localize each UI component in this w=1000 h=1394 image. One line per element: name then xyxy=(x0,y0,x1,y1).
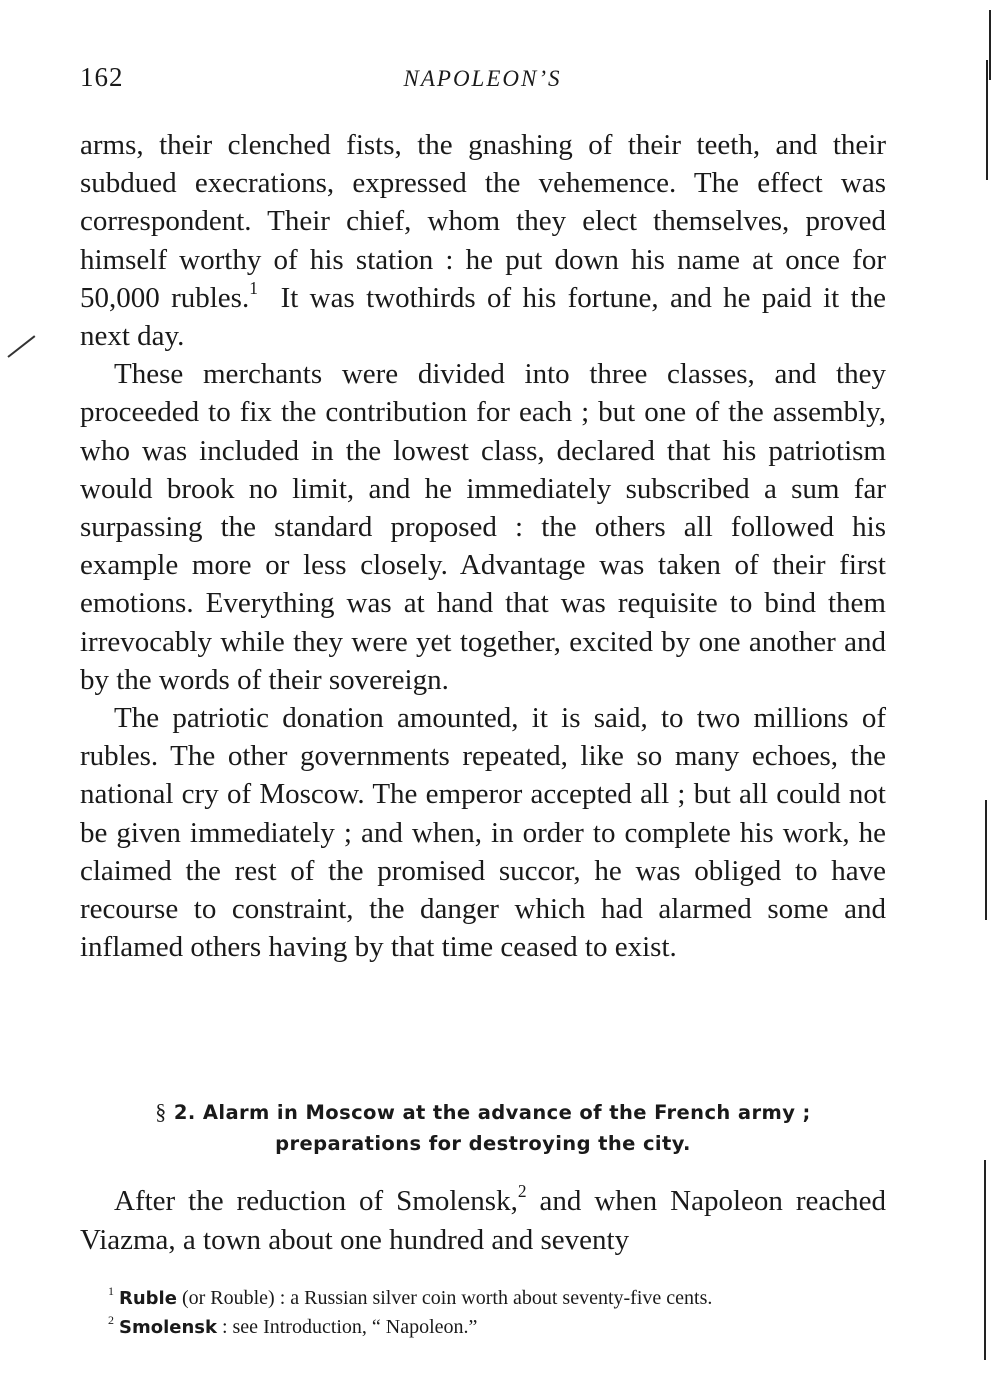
running-head xyxy=(80,62,885,98)
margin-scan-line xyxy=(986,60,988,180)
section-heading-line-2: preparations for destroying the city. xyxy=(275,1132,691,1155)
margin-scan-line xyxy=(984,1160,986,1360)
footnote-2-term: Smolensk xyxy=(119,1317,217,1338)
margin-scan-line xyxy=(989,10,991,80)
paragraph-1-continuation: It was twothirds of his fortune, and he paid it the next day. xyxy=(80,281,887,353)
section-paragraph xyxy=(80,1182,886,1259)
paragraph-1 xyxy=(80,126,886,355)
footnote-ref-ruble: 1 xyxy=(249,277,258,298)
section-paragraph-text-2: and when Napoleon reached Viazma, a town about one hundred and seventy xyxy=(80,1185,886,1256)
paragraph-2: These merchants were divided into three classes, and they proceeded to fix the contribution for each ; but one of the assembly, who was included in the lowest class, declared that his patriotism would brook no limit, and he immediately subscribed a sum far surpassing the standard proposed : the others all followed his example more or less closely. Advantage was taken of their first emotions. Everything was at hand that was requisite to bind them irrevocably while they were yet together, excited by one another and by the words of their sovereign. xyxy=(80,358,886,696)
section-heading xyxy=(80,1096,886,1159)
section-mark: § xyxy=(155,1099,167,1124)
footnote-1-term: Ruble xyxy=(119,1288,177,1309)
footnote-2-number: 2 xyxy=(108,1312,114,1327)
footnote-1-text: (or Rouble) : a Russian silver coin worth about seventy-five cents. xyxy=(176,1287,713,1309)
paragraph-1-text: arms, their clenched fists, the gnashing of their teeth, and their subdued execrations, expressed the vehemence. The effect was correspondent. Their chief, whom they elect themselves, proved himself worthy of his station : he put down his name at once for 50,000 rubles. xyxy=(80,129,886,314)
pencil-mark xyxy=(7,335,35,358)
section-paragraph-text-1: After the reduction of Smolensk, xyxy=(114,1185,518,1217)
footnote-2 xyxy=(80,1313,886,1342)
section-heading-line-1 xyxy=(80,1096,886,1128)
running-title: NAPOLEON’S xyxy=(403,66,562,91)
body-text xyxy=(80,126,886,966)
section-heading-line-1-text: 2. Alarm in Moscow at the advance of the French army ; xyxy=(173,1101,811,1124)
footnotes xyxy=(80,1284,886,1342)
footnote-2-text: : see Introduction, “ Napoleon.” xyxy=(216,1316,478,1338)
page-number: 162 xyxy=(80,62,124,92)
footnote-1 xyxy=(80,1284,886,1313)
paragraph-3: The patriotic donation amounted, it is said, to two millions of rubles. The other governments repeated, like so many echoes, the national cry of Moscow. The emperor accepted all ; but all could not be given immediately ; and when, in order to complete his work, he claimed the rest of the promised succor, he was obliged to have recourse to constraint, the danger which had alarmed some and inflamed others having by that time ceased to exist. xyxy=(80,702,886,964)
margin-scan-line xyxy=(985,800,987,920)
footnote-1-number: 1 xyxy=(108,1283,114,1298)
footnote-ref-smolensk: 2 xyxy=(517,1180,527,1201)
